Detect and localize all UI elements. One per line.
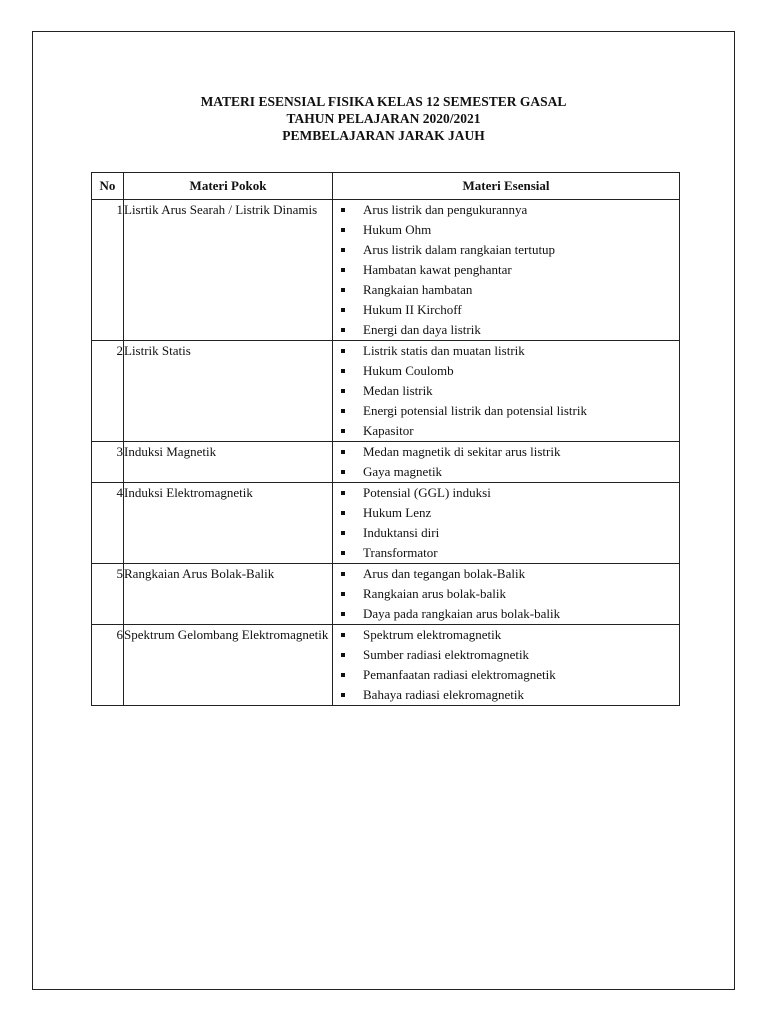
list-item-text: Gaya magnetik: [363, 464, 443, 479]
materi-esensial-cell: [333, 483, 680, 564]
list-item: [333, 584, 679, 604]
square-bullet-icon: [341, 268, 345, 272]
square-bullet-icon: [341, 693, 345, 697]
materi-esensial-cell: [333, 442, 680, 483]
table-row: [92, 564, 680, 625]
list-item: [333, 665, 679, 685]
list-item-text: Hukum Coulomb: [363, 363, 454, 378]
square-bullet-icon: [341, 491, 345, 495]
list-item-text: Kapasitor: [363, 423, 414, 438]
list-item: [333, 625, 679, 645]
materi-pokok-cell: Induksi Magnetik: [124, 442, 333, 483]
materi-table: [91, 172, 680, 706]
square-bullet-icon: [341, 592, 345, 596]
list-item: [333, 361, 679, 381]
square-bullet-icon: [341, 228, 345, 232]
square-bullet-icon: [341, 328, 345, 332]
list-item: [333, 483, 679, 503]
square-bullet-icon: [341, 572, 345, 576]
header-materi-pokok: Materi Pokok: [124, 173, 333, 200]
header-no: No: [92, 173, 124, 200]
materi-pokok-cell: Induksi Elektromagnetik: [124, 483, 333, 564]
document-title: [33, 93, 734, 144]
list-item: [333, 685, 679, 705]
square-bullet-icon: [341, 612, 345, 616]
title-line-2: TAHUN PELAJARAN 2020/2021: [286, 111, 481, 126]
list-item: [333, 421, 679, 441]
document-page: [32, 31, 735, 990]
square-bullet-icon: [341, 208, 345, 212]
table-row: [92, 341, 680, 442]
list-item: [333, 300, 679, 320]
list-item: [333, 240, 679, 260]
square-bullet-icon: [341, 450, 345, 454]
materi-esensial-cell: [333, 564, 680, 625]
list-item-text: Arus listrik dan pengukurannya: [363, 202, 528, 217]
esensial-list: [333, 200, 679, 340]
esensial-list: [333, 564, 679, 624]
square-bullet-icon: [341, 308, 345, 312]
list-item-text: Daya pada rangkaian arus bolak-balik: [363, 606, 561, 621]
row-number: 4: [92, 483, 124, 564]
list-item: [333, 564, 679, 584]
list-item: [333, 341, 679, 361]
row-number: 6: [92, 625, 124, 706]
list-item-text: Bahaya radiasi elekromagnetik: [363, 687, 524, 702]
table-row: [92, 483, 680, 564]
square-bullet-icon: [341, 511, 345, 515]
square-bullet-icon: [341, 288, 345, 292]
table-body: [92, 200, 680, 706]
materi-pokok-cell: Spektrum Gelombang Elektromagnetik: [124, 625, 333, 706]
row-number: 3: [92, 442, 124, 483]
list-item-text: Rangkaian arus bolak-balik: [363, 586, 506, 601]
square-bullet-icon: [341, 389, 345, 393]
square-bullet-icon: [341, 470, 345, 474]
table-row: [92, 625, 680, 706]
list-item: [333, 462, 679, 482]
materi-pokok-cell: Rangkaian Arus Bolak-Balik: [124, 564, 333, 625]
materi-esensial-cell: [333, 341, 680, 442]
table-row: [92, 442, 680, 483]
list-item-text: Listrik statis dan muatan listrik: [363, 343, 525, 358]
table-row: [92, 200, 680, 341]
list-item-text: Sumber radiasi elektromagnetik: [363, 647, 530, 662]
list-item-text: Hukum II Kirchoff: [363, 302, 462, 317]
list-item-text: Spektrum elektromagnetik: [363, 627, 502, 642]
list-item: [333, 280, 679, 300]
list-item: [333, 381, 679, 401]
square-bullet-icon: [341, 409, 345, 413]
list-item-text: Arus dan tegangan bolak-Balik: [363, 566, 526, 581]
materi-pokok-cell: Listrik Statis: [124, 341, 333, 442]
list-item-text: Pemanfaatan radiasi elektromagnetik: [363, 667, 556, 682]
esensial-list: [333, 483, 679, 563]
list-item-text: Energi dan daya listrik: [363, 322, 481, 337]
list-item: [333, 442, 679, 462]
list-item: [333, 200, 679, 220]
header-materi-esensial: Materi Esensial: [333, 173, 680, 200]
list-item-text: Rangkaian hambatan: [363, 282, 473, 297]
esensial-list: [333, 341, 679, 441]
list-item-text: Induktansi diri: [363, 525, 440, 540]
materi-esensial-cell: [333, 200, 680, 341]
square-bullet-icon: [341, 653, 345, 657]
list-item-text: Medan magnetik di sekitar arus listrik: [363, 444, 561, 459]
square-bullet-icon: [341, 673, 345, 677]
square-bullet-icon: [341, 531, 345, 535]
square-bullet-icon: [341, 349, 345, 353]
list-item-text: Medan listrik: [363, 383, 433, 398]
square-bullet-icon: [341, 248, 345, 252]
list-item-text: Energi potensial listrik dan potensial listrik: [363, 403, 587, 418]
row-number: 1: [92, 200, 124, 341]
list-item: [333, 604, 679, 624]
list-item: [333, 523, 679, 543]
list-item: [333, 503, 679, 523]
esensial-list: [333, 625, 679, 705]
list-item: [333, 260, 679, 280]
list-item: [333, 320, 679, 340]
square-bullet-icon: [341, 633, 345, 637]
list-item-text: Hambatan kawat penghantar: [363, 262, 512, 277]
list-item-text: Arus listrik dalam rangkaian tertutup: [363, 242, 556, 257]
list-item-text: Transformator: [363, 545, 438, 560]
square-bullet-icon: [341, 551, 345, 555]
row-number: 2: [92, 341, 124, 442]
materi-esensial-cell: [333, 625, 680, 706]
table-header-row: [92, 173, 680, 200]
list-item: [333, 401, 679, 421]
list-item-text: Hukum Ohm: [363, 222, 432, 237]
list-item-text: Potensial (GGL) induksi: [363, 485, 491, 500]
list-item: [333, 645, 679, 665]
esensial-list: [333, 442, 679, 482]
square-bullet-icon: [341, 369, 345, 373]
materi-pokok-cell: Lisrtik Arus Searah / Listrik Dinamis: [124, 200, 333, 341]
list-item: [333, 220, 679, 240]
title-line-3: PEMBELAJARAN JARAK JAUH: [282, 128, 485, 143]
title-line-1: MATERI ESENSIAL FISIKA KELAS 12 SEMESTER GASAL: [200, 94, 567, 109]
list-item: [333, 543, 679, 563]
square-bullet-icon: [341, 429, 345, 433]
row-number: 5: [92, 564, 124, 625]
list-item-text: Hukum Lenz: [363, 505, 432, 520]
